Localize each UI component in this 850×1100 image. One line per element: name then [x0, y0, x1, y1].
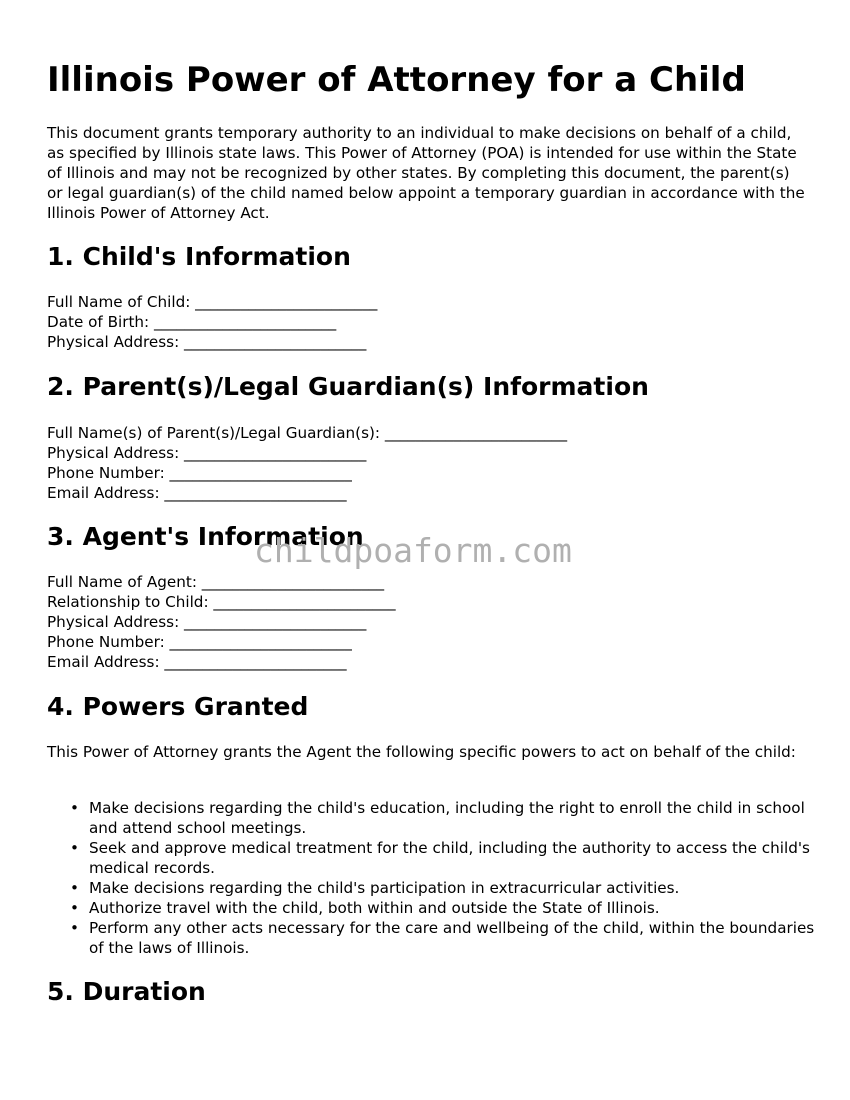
field-agent-phone: Phone Number: ________________________	[47, 633, 352, 651]
field-child-full-name: Full Name of Child: ________________________	[47, 293, 378, 311]
parent-fields	[47, 423, 567, 503]
list-item: • Make decisions regarding the child's participation in extracurricular activities.	[89, 878, 829, 898]
field-parent-full-name: Full Name(s) of Parent(s)/Legal Guardian(s): ________________________	[47, 424, 568, 442]
field-child-address: Physical Address: ________________________	[47, 333, 367, 351]
powers-intro: This Power of Attorney grants the Agent the following specific powers to act on behalf of the child:	[47, 743, 796, 761]
field-agent-email: Email Address: ________________________	[47, 653, 347, 671]
field-parent-email: Email Address: ________________________	[47, 484, 347, 502]
list-item: • Make decisions regarding the child's education, including the right to enroll the child in school and attend school meetings.	[89, 798, 829, 838]
powers-list	[47, 798, 829, 958]
field-agent-full-name: Full Name of Agent: ________________________	[47, 573, 385, 591]
intro-paragraph: This document grants temporary authority to an individual to make decisions on behalf of a child, as specified by Illinois state laws. This Power of Attorney (POA) is intended for use within the State of Illinois and may not be recognized by other states. By completing this document, the parent(s) or legal guardian(s) of the child named below appoint a temporary guardian in accordance with the Illinois Power of Attorney Act.	[47, 124, 805, 222]
field-child-dob: Date of Birth: ________________________	[47, 313, 337, 331]
section-heading-child: 1. Child's Information	[47, 242, 351, 271]
field-parent-phone: Phone Number: ________________________	[47, 464, 352, 482]
document-title: Illinois Power of Attorney for a Child	[47, 60, 746, 100]
list-item: • Seek and approve medical treatment for the child, including the authority to access the child's medical records.	[89, 838, 829, 878]
agent-fields	[47, 572, 396, 672]
watermark: childpoaform.com	[254, 531, 572, 570]
section-heading-parent: 2. Parent(s)/Legal Guardian(s) Information	[47, 372, 649, 401]
field-parent-address: Physical Address: ________________________	[47, 444, 367, 462]
section-heading-duration: 5. Duration	[47, 977, 206, 1006]
list-item: • Authorize travel with the child, both within and outside the State of Illinois.	[89, 898, 829, 918]
section-heading-powers: 4. Powers Granted	[47, 692, 309, 721]
field-agent-relationship: Relationship to Child: ________________________	[47, 593, 396, 611]
field-agent-address: Physical Address: ________________________	[47, 613, 367, 631]
child-fields	[47, 292, 377, 352]
list-item: • Perform any other acts necessary for the care and wellbeing of the child, within the boundaries of the laws of Illinois.	[89, 918, 829, 958]
section-heading-agent: 3. Agent's Information	[47, 522, 364, 551]
